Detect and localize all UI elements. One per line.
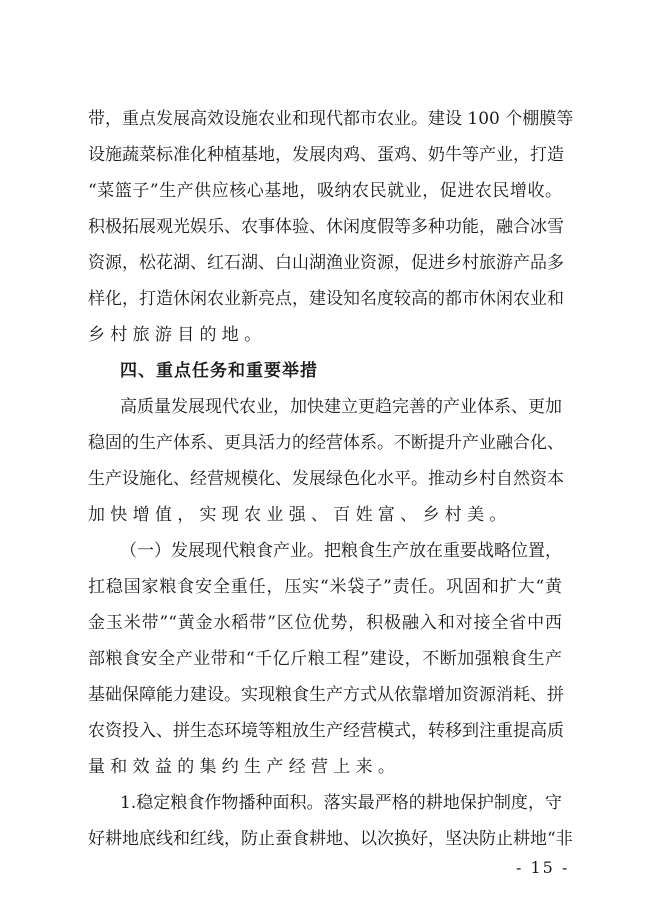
section-heading: 四、重点任务和重要举措 — [120, 361, 318, 381]
text-line: 金玉米带”“黄金水稻带”区位优势，积极融入和对接全省中西 — [88, 613, 562, 633]
text-line: 资源，松花湖、红石湖、白山湖渔业资源，促进乡村旅游产品多 — [88, 253, 564, 273]
text-line: 稳固的生产体系、更具活力的经营体系。不断提升产业融合化、 — [88, 433, 564, 453]
text-line: 生产设施化、经营规模化、发展绿色化水平。推动乡村自然资本 — [88, 469, 564, 489]
text-line: 量和效益的集约生产经营上来。 — [88, 757, 401, 777]
text-line: 设施蔬菜标准化种植基地，发展肉鸡、蛋鸡、奶牛等产业，打造 — [88, 145, 564, 165]
text-line: （一）发展现代粮食产业。把粮食生产放在重要战略位置， — [120, 541, 562, 561]
text-line: 农资投入、拼生态环境等粗放生产经营模式，转移到注重提高质 — [88, 721, 564, 741]
text-line: “菜篮子”生产供应核心基地，吸纳农民就业，促进农民增收。 — [88, 181, 562, 201]
text-line: 扛稳国家粮食安全重任，压实“米袋子”责任。巩固和扩大“黄 — [88, 577, 562, 597]
text-line: 加快增值，实现农业强、百姓富、乡村美。 — [88, 505, 512, 525]
text-line: 好耕地底线和红线，防止蚕食耕地、以次换好，坚决防止耕地“非 — [88, 829, 573, 849]
page-number: - 15 - — [516, 858, 570, 877]
text-line: 1.稳定粮食作物播种面积。落实最严格的耕地保护制度，守 — [120, 793, 562, 813]
text-line: 部粮食安全产业带和“千亿斤粮工程”建设，不断加强粮食生产 — [88, 649, 562, 669]
text-line: 乡村旅游目的地。 — [88, 325, 267, 345]
text-line: 基础保障能力建设。实现粮食生产方式从依靠增加资源消耗、拼 — [88, 685, 564, 705]
text-line: 积极拓展观光娱乐、农事体验、休闲度假等多种功能，融合冰雪 — [88, 217, 564, 237]
text-line: 带，重点发展高效设施农业和现代都市农业。建设 100 个棚膜等 — [88, 109, 574, 129]
text-line: 高质量发展现代农业，加快建立更趋完善的产业体系、更加 — [120, 397, 562, 417]
text-line: 样化，打造休闲农业新亮点，建设知名度较高的都市休闲农业和 — [88, 289, 564, 309]
